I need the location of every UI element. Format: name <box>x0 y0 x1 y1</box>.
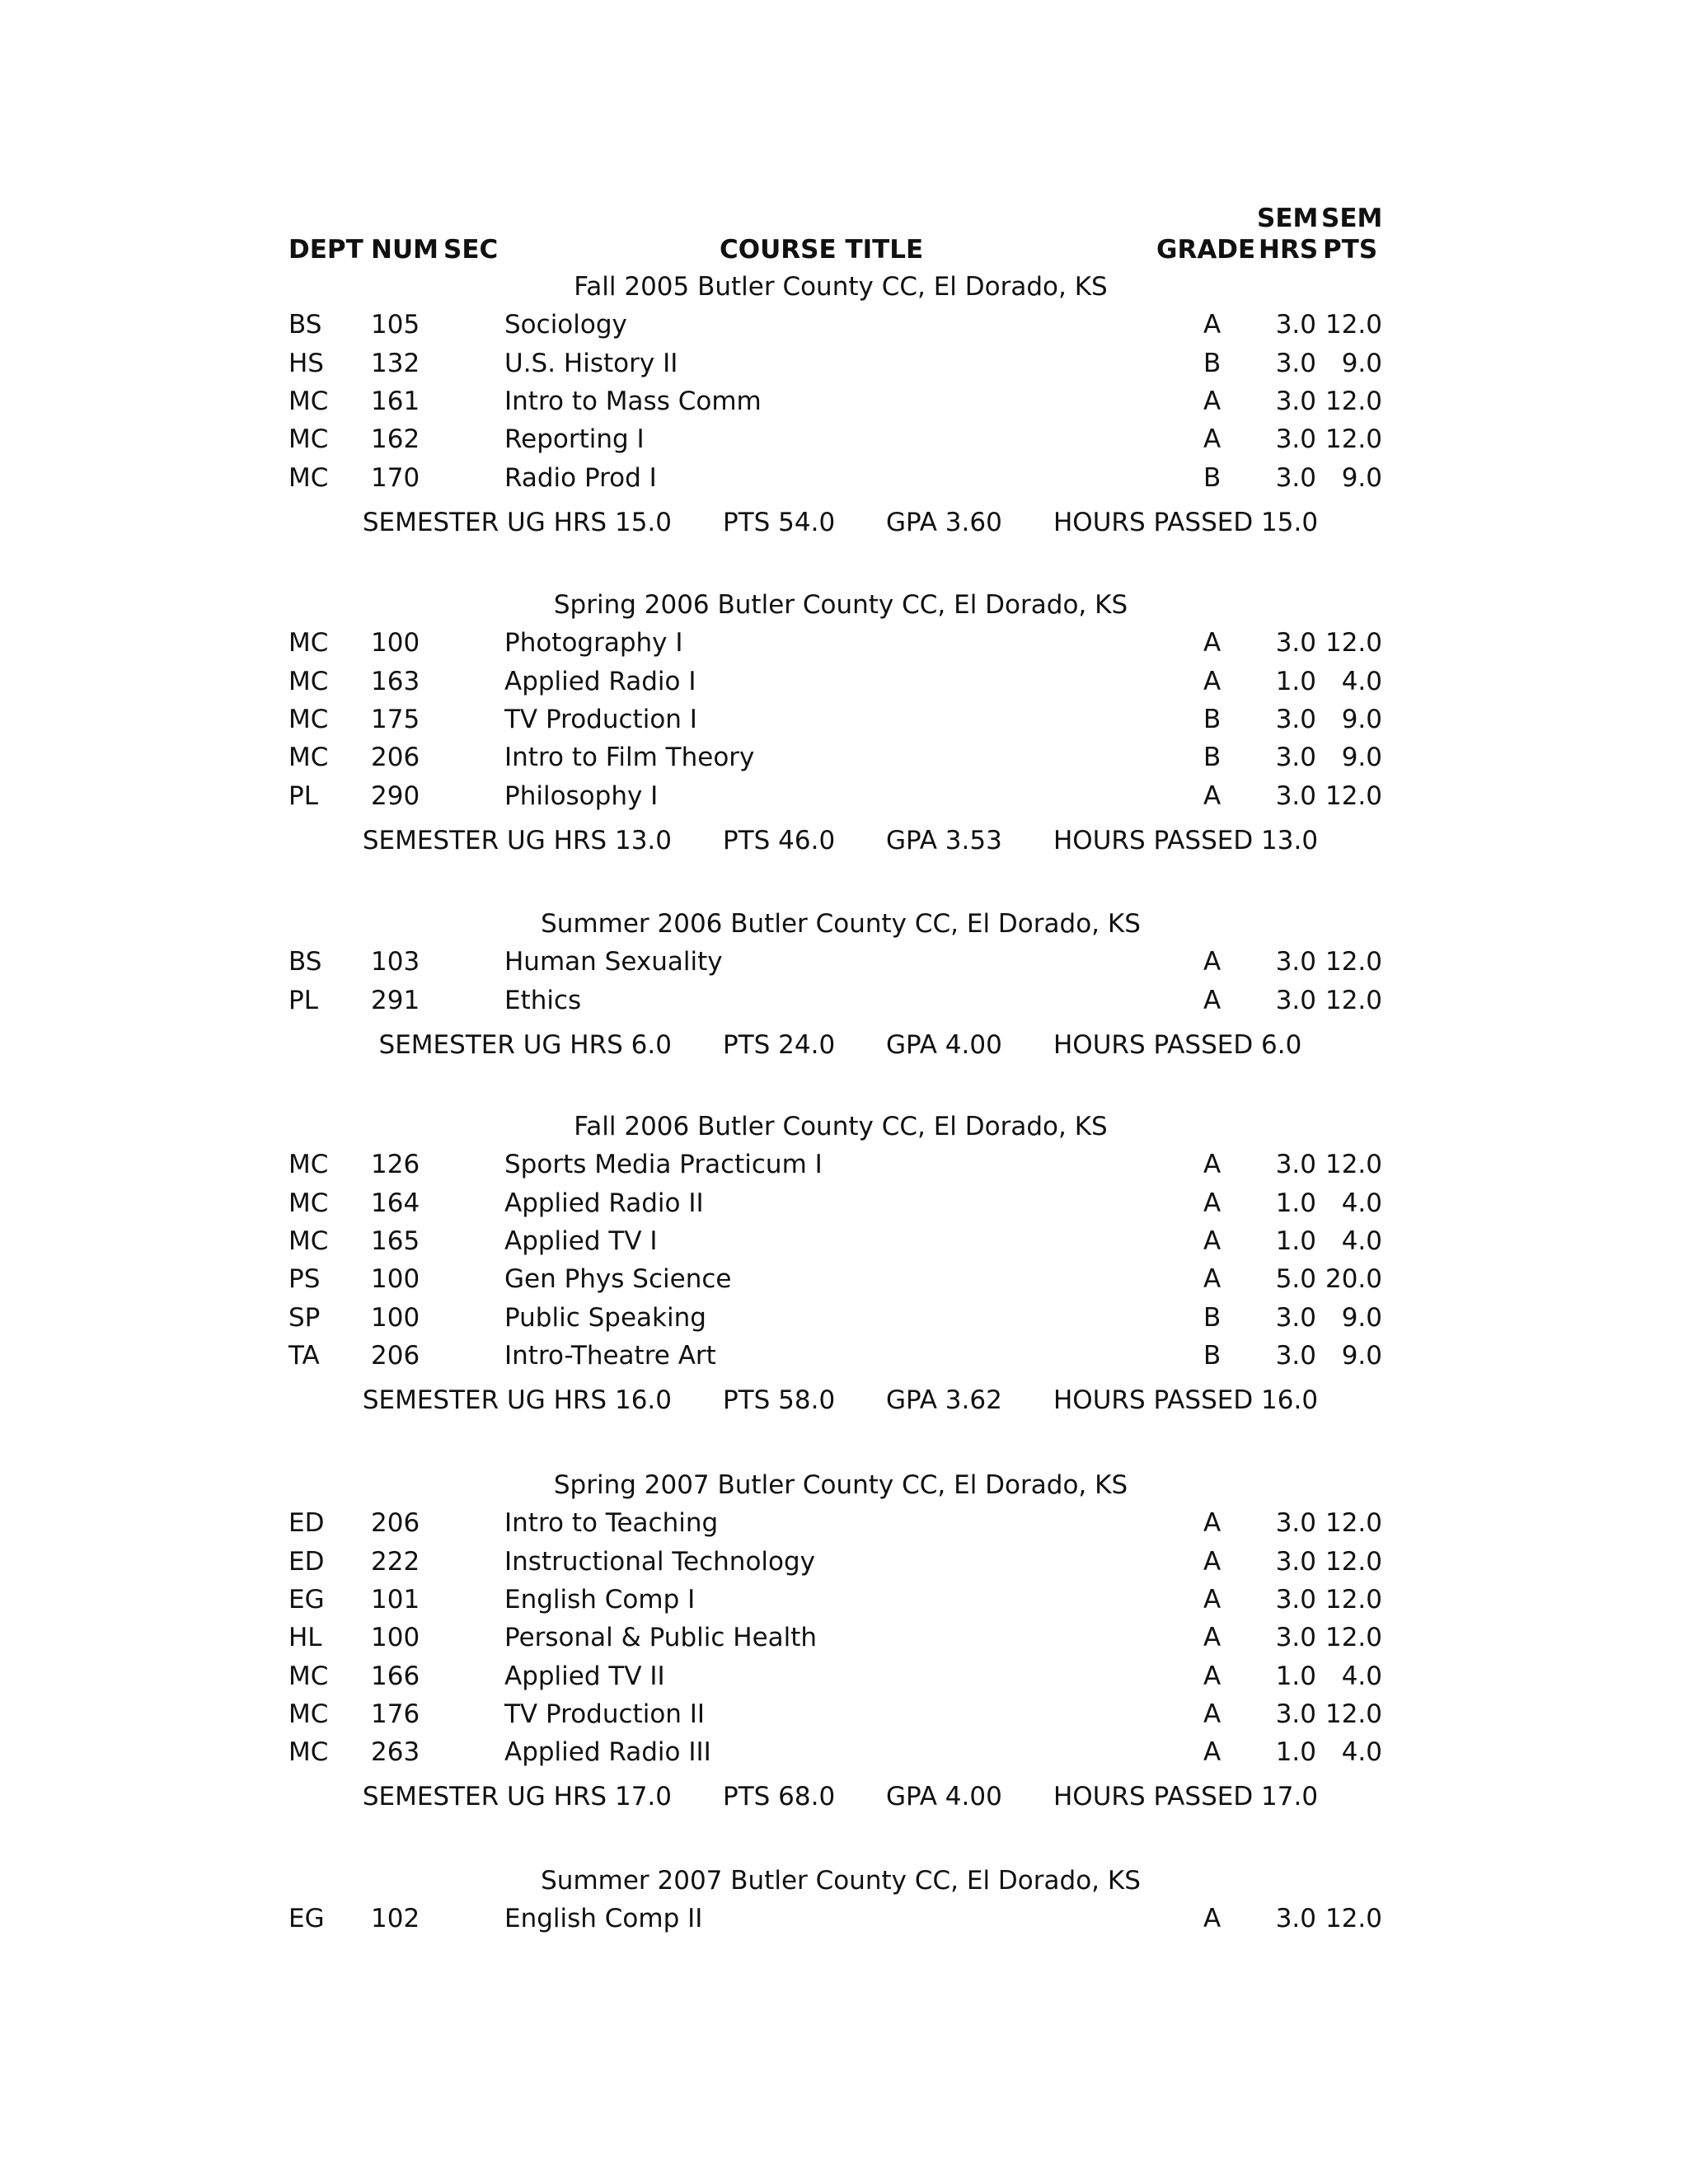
course-num: 170 <box>371 463 420 493</box>
course-num: 103 <box>371 947 420 977</box>
course-dept: MC <box>288 1661 329 1691</box>
course-title: Intro to Teaching <box>504 1508 719 1538</box>
course-title: U.S. History II <box>504 349 678 378</box>
course-hrs: 1.0 <box>1275 1661 1316 1691</box>
summary-gpa: GPA 4.00 <box>886 1782 1002 1811</box>
course-dept: SP <box>288 1303 321 1333</box>
summary-ug-hrs: SEMESTER UG HRS 17.0 <box>362 1782 672 1811</box>
course-pts: 4.0 <box>1341 1661 1382 1691</box>
course-dept: MC <box>288 1188 329 1218</box>
course-pts: 4.0 <box>1341 1737 1382 1767</box>
course-pts: 12.0 <box>1325 1699 1382 1729</box>
course-title: Ethics <box>504 986 582 1015</box>
course-grade: A <box>1203 947 1221 977</box>
course-grade: B <box>1203 1303 1221 1333</box>
course-pts: 9.0 <box>1341 1303 1382 1333</box>
header-sec: SEC <box>443 235 499 265</box>
course-num: 290 <box>371 781 420 811</box>
course-hrs: 3.0 <box>1275 310 1316 340</box>
course-num: 176 <box>371 1699 420 1729</box>
summary-hours-passed: HOURS PASSED 6.0 <box>1053 1030 1302 1060</box>
course-num: 175 <box>371 705 420 734</box>
course-hrs: 3.0 <box>1275 705 1316 734</box>
semester-title: Spring 2006 Butler County CC, El Dorado, KS <box>553 590 1128 620</box>
course-hrs: 3.0 <box>1275 1303 1316 1333</box>
course-dept: MC <box>288 667 329 696</box>
course-title: Philosophy I <box>504 781 659 811</box>
summary-pts: PTS 68.0 <box>723 1782 836 1811</box>
course-grade: A <box>1203 667 1221 696</box>
course-num: 100 <box>371 1623 420 1652</box>
course-title: Applied Radio II <box>504 1188 704 1218</box>
course-num: 263 <box>371 1737 420 1767</box>
course-dept: HS <box>288 349 324 378</box>
course-num: 206 <box>371 1341 420 1371</box>
course-title: Personal & Public Health <box>504 1623 818 1652</box>
course-hrs: 5.0 <box>1275 1264 1316 1294</box>
course-num: 102 <box>371 1904 420 1933</box>
header-grade: GRADE <box>1156 235 1256 265</box>
course-pts: 12.0 <box>1325 947 1382 977</box>
course-hrs: 3.0 <box>1275 1904 1316 1933</box>
course-dept: MC <box>288 1737 329 1767</box>
course-title: Applied TV II <box>504 1661 665 1691</box>
course-hrs: 3.0 <box>1275 1341 1316 1371</box>
course-title: Sports Media Practicum I <box>504 1150 823 1179</box>
course-dept: PL <box>288 986 318 1015</box>
summary-hours-passed: HOURS PASSED 16.0 <box>1053 1385 1319 1415</box>
course-pts: 12.0 <box>1325 1547 1382 1577</box>
course-hrs: 3.0 <box>1275 1623 1316 1652</box>
header-dept: DEPT <box>288 235 363 265</box>
course-pts: 12.0 <box>1325 310 1382 340</box>
course-grade: A <box>1203 1661 1221 1691</box>
course-title: Applied Radio III <box>504 1737 711 1767</box>
course-pts: 12.0 <box>1325 1623 1382 1652</box>
course-pts: 12.0 <box>1325 1585 1382 1615</box>
course-hrs: 1.0 <box>1275 1737 1316 1767</box>
course-grade: A <box>1203 1264 1221 1294</box>
course-title: Intro-Theatre Art <box>504 1341 716 1371</box>
course-num: 164 <box>371 1188 420 1218</box>
course-num: 101 <box>371 1585 420 1615</box>
course-dept: ED <box>288 1547 325 1577</box>
course-title: English Comp I <box>504 1585 696 1615</box>
course-pts: 9.0 <box>1341 349 1382 378</box>
course-num: 165 <box>371 1226 420 1256</box>
semester-title: Fall 2005 Butler County CC, El Dorado, KS <box>574 272 1108 302</box>
course-dept: EG <box>288 1904 325 1933</box>
course-dept: EG <box>288 1585 325 1615</box>
course-num: 166 <box>371 1661 420 1691</box>
course-hrs: 3.0 <box>1275 387 1316 416</box>
course-title: Photography I <box>504 628 683 658</box>
course-dept: BS <box>288 947 322 977</box>
course-dept: HL <box>288 1623 322 1652</box>
course-pts: 12.0 <box>1325 781 1382 811</box>
course-title: Human Sexuality <box>504 947 723 977</box>
course-pts: 12.0 <box>1325 387 1382 416</box>
course-dept: MC <box>288 1226 329 1256</box>
course-num: 163 <box>371 667 420 696</box>
course-grade: A <box>1203 1226 1221 1256</box>
course-title: Reporting I <box>504 424 645 454</box>
course-num: 291 <box>371 986 420 1015</box>
course-grade: B <box>1203 349 1221 378</box>
summary-hours-passed: HOURS PASSED 13.0 <box>1053 826 1319 855</box>
course-num: 161 <box>371 387 420 416</box>
course-title: TV Production I <box>504 705 697 734</box>
summary-ug-hrs: SEMESTER UG HRS 6.0 <box>378 1030 672 1060</box>
course-num: 105 <box>371 310 420 340</box>
course-grade: A <box>1203 1737 1221 1767</box>
course-pts: 20.0 <box>1325 1264 1382 1294</box>
course-dept: MC <box>288 743 329 772</box>
course-pts: 4.0 <box>1341 667 1382 696</box>
summary-ug-hrs: SEMESTER UG HRS 16.0 <box>362 1385 672 1415</box>
course-dept: PS <box>288 1264 321 1294</box>
course-num: 162 <box>371 424 420 454</box>
summary-pts: PTS 58.0 <box>723 1385 836 1415</box>
course-dept: BS <box>288 310 322 340</box>
summary-gpa: GPA 3.53 <box>886 826 1002 855</box>
course-dept: MC <box>288 463 329 493</box>
course-pts: 12.0 <box>1325 628 1382 658</box>
course-pts: 12.0 <box>1325 1150 1382 1179</box>
course-title: TV Production II <box>504 1699 706 1729</box>
header-sem-2: SEM <box>1321 204 1383 233</box>
course-hrs: 3.0 <box>1275 1699 1316 1729</box>
course-hrs: 3.0 <box>1275 628 1316 658</box>
course-grade: B <box>1203 1341 1221 1371</box>
course-title: Intro to Film Theory <box>504 743 755 772</box>
summary-ug-hrs: SEMESTER UG HRS 13.0 <box>362 826 672 855</box>
summary-pts: PTS 24.0 <box>723 1030 836 1060</box>
course-num: 100 <box>371 1303 420 1333</box>
course-pts: 4.0 <box>1341 1226 1382 1256</box>
course-grade: A <box>1203 310 1221 340</box>
summary-hours-passed: HOURS PASSED 15.0 <box>1053 508 1319 537</box>
course-grade: A <box>1203 1623 1221 1652</box>
course-hrs: 1.0 <box>1275 1188 1316 1218</box>
summary-gpa: GPA 3.62 <box>886 1385 1002 1415</box>
summary-ug-hrs: SEMESTER UG HRS 15.0 <box>362 508 672 537</box>
course-grade: A <box>1203 387 1221 416</box>
course-grade: A <box>1203 1904 1221 1933</box>
semester-title: Fall 2006 Butler County CC, El Dorado, KS <box>574 1112 1108 1141</box>
course-num: 206 <box>371 743 420 772</box>
course-title: Sociology <box>504 310 627 340</box>
course-hrs: 3.0 <box>1275 1547 1316 1577</box>
course-grade: A <box>1203 628 1221 658</box>
course-grade: A <box>1203 986 1221 1015</box>
course-pts: 12.0 <box>1325 986 1382 1015</box>
course-grade: B <box>1203 743 1221 772</box>
course-hrs: 3.0 <box>1275 781 1316 811</box>
course-num: 126 <box>371 1150 420 1179</box>
course-hrs: 3.0 <box>1275 986 1316 1015</box>
course-dept: MC <box>288 705 329 734</box>
course-num: 100 <box>371 628 420 658</box>
course-pts: 12.0 <box>1325 424 1382 454</box>
course-dept: ED <box>288 1508 325 1538</box>
course-grade: A <box>1203 1585 1221 1615</box>
course-pts: 9.0 <box>1341 743 1382 772</box>
course-pts: 9.0 <box>1341 463 1382 493</box>
course-grade: B <box>1203 705 1221 734</box>
course-title: Applied TV I <box>504 1226 658 1256</box>
course-hrs: 1.0 <box>1275 667 1316 696</box>
course-grade: A <box>1203 1699 1221 1729</box>
course-title: Intro to Mass Comm <box>504 387 762 416</box>
course-title: Radio Prod I <box>504 463 657 493</box>
course-hrs: 3.0 <box>1275 1508 1316 1538</box>
course-dept: PL <box>288 781 318 811</box>
semester-title: Summer 2006 Butler County CC, El Dorado, KS <box>541 909 1141 939</box>
summary-pts: PTS 46.0 <box>723 826 836 855</box>
course-num: 132 <box>371 349 420 378</box>
course-pts: 4.0 <box>1341 1188 1382 1218</box>
summary-pts: PTS 54.0 <box>723 508 836 537</box>
course-pts: 12.0 <box>1325 1904 1382 1933</box>
course-grade: A <box>1203 1508 1221 1538</box>
summary-gpa: GPA 3.60 <box>886 508 1002 537</box>
course-num: 222 <box>371 1547 420 1577</box>
course-hrs: 3.0 <box>1275 1585 1316 1615</box>
course-dept: TA <box>288 1341 320 1371</box>
course-dept: MC <box>288 628 329 658</box>
course-hrs: 3.0 <box>1275 463 1316 493</box>
course-pts: 12.0 <box>1325 1508 1382 1538</box>
course-hrs: 3.0 <box>1275 349 1316 378</box>
course-title: Applied Radio I <box>504 667 696 696</box>
course-grade: A <box>1203 1150 1221 1179</box>
course-dept: MC <box>288 1699 329 1729</box>
course-dept: MC <box>288 1150 329 1179</box>
course-hrs: 1.0 <box>1275 1226 1316 1256</box>
summary-gpa: GPA 4.00 <box>886 1030 1002 1060</box>
header-sem-1: SEM <box>1257 204 1319 233</box>
summary-hours-passed: HOURS PASSED 17.0 <box>1053 1782 1319 1811</box>
course-pts: 9.0 <box>1341 1341 1382 1371</box>
course-grade: A <box>1203 781 1221 811</box>
course-title: Public Speaking <box>504 1303 706 1333</box>
course-grade: B <box>1203 463 1221 493</box>
semester-title: Spring 2007 Butler County CC, El Dorado, KS <box>553 1470 1128 1500</box>
course-grade: A <box>1203 424 1221 454</box>
course-hrs: 3.0 <box>1275 424 1316 454</box>
course-title: English Comp II <box>504 1904 703 1933</box>
course-hrs: 3.0 <box>1275 743 1316 772</box>
course-dept: MC <box>288 424 329 454</box>
course-num: 206 <box>371 1508 420 1538</box>
header-course-title: COURSE TITLE <box>720 235 924 265</box>
course-grade: A <box>1203 1188 1221 1218</box>
course-hrs: 3.0 <box>1275 947 1316 977</box>
course-title: Instructional Technology <box>504 1547 816 1577</box>
course-dept: MC <box>288 387 329 416</box>
course-num: 100 <box>371 1264 420 1294</box>
course-hrs: 3.0 <box>1275 1150 1316 1179</box>
semester-title: Summer 2007 Butler County CC, El Dorado, KS <box>541 1866 1141 1896</box>
header-hrs: HRS <box>1259 235 1319 265</box>
header-pts: PTS <box>1323 235 1378 265</box>
course-grade: A <box>1203 1547 1221 1577</box>
course-pts: 9.0 <box>1341 705 1382 734</box>
header-num: NUM <box>371 235 438 265</box>
course-title: Gen Phys Science <box>504 1264 732 1294</box>
